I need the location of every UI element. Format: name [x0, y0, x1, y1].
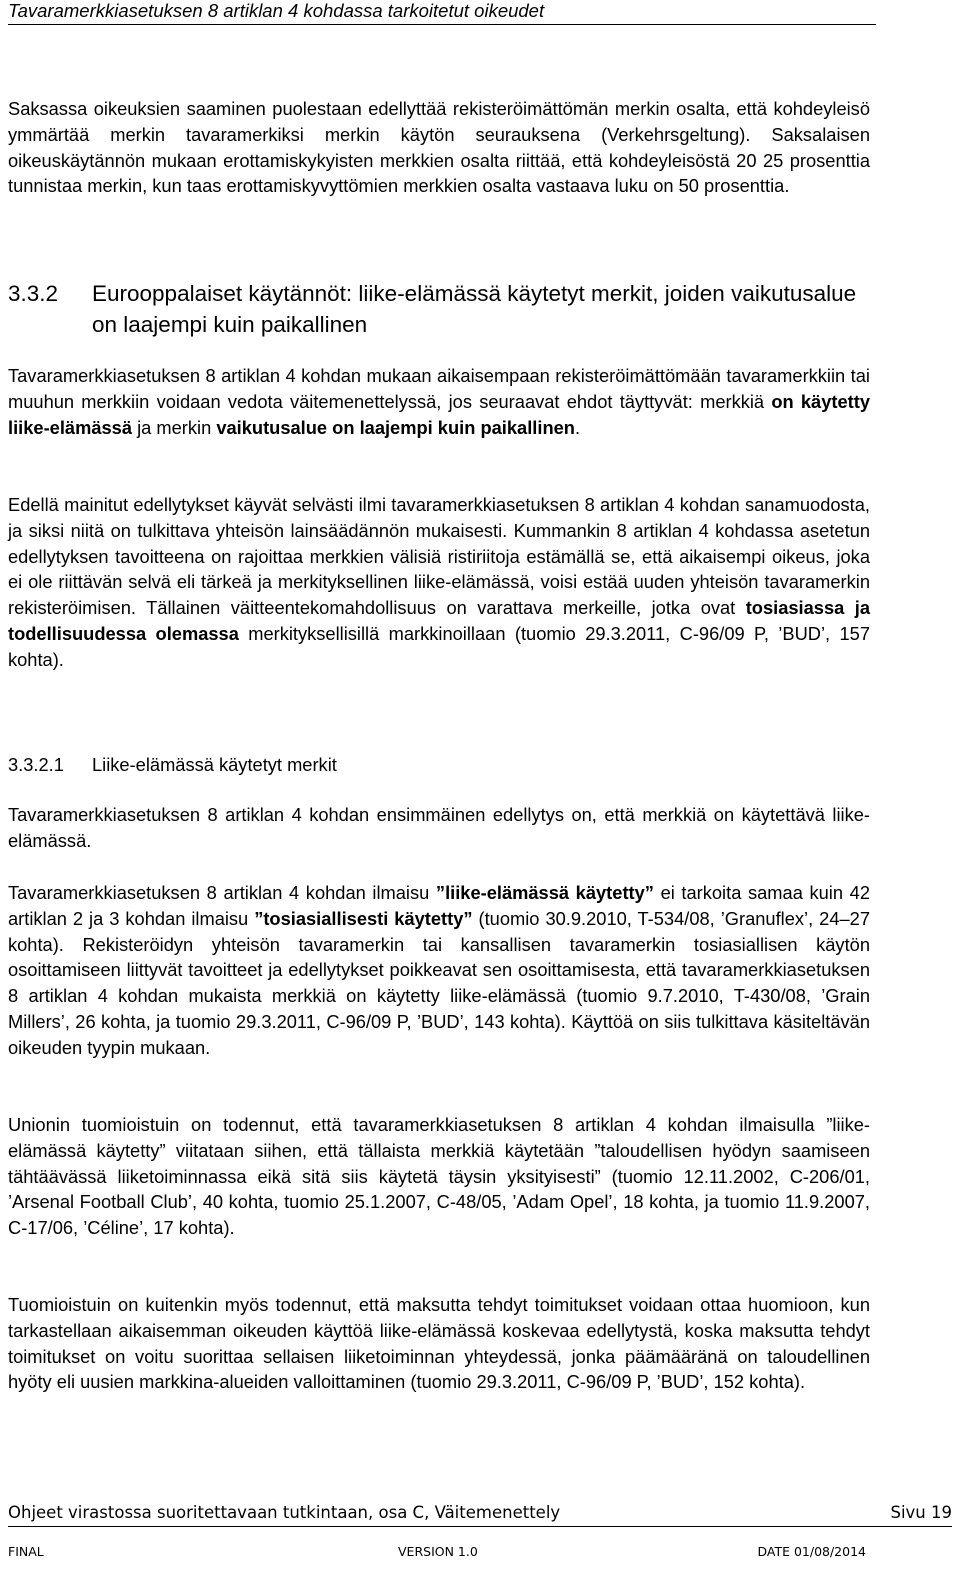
- paragraph-text: (tuomio 30.9.2010, T-534/08, ’Granuflex’, 24–27 kohta). Rekisteröidyn yhteisön tavaramerkin tai kansallisen tavaramerkin tosiasiallisen käytön osoittamiseen liittyvät tavoitteet ja edellytykset poikkeavat sen osoittamisesta, että tavaramerkkiasetuksen 8 artiklan 4 kohdan mukaista merkkiä on käytetty liike-elämässä (tuomio 9.7.2010, T-430/08, ’Grain Millers’, 26 kohta, ja tuomio 29.3.2011, C-96/09 P, ’BUD’, 143 kohta). Käyttöä on siis tulkittava käsiteltävän oikeuden tyypin mukaan.: [8, 907, 870, 1058]
- section-title: Liike-elämässä käytetyt merkit: [92, 754, 337, 775]
- running-header: [8, 0, 876, 25]
- footer-meta: [8, 1542, 952, 1562]
- paragraph-text: .: [574, 416, 581, 438]
- paragraph-text: Unionin tuomioistuin on todennut, että tavaramerkkiasetuksen 8 artiklan 4 kohdan ilmaisulla ”liike-elämässä käytetty” viitataan siihen, että tällaista merkkiä käytetään ”taloudellisen hyödyn saamiseen tähtäävässä liiketoiminnassa eikä sitä siis käytetä täysin yksityisesti” (tuomio 12.11.2002, C-206/01, ’Arsenal Football Club’, 40 kohta, tuomio 25.1.2007, C-48/05, ’Adam Opel’, 18 kohta, ja tuomio 11.9.2007, C-17/06, ’Céline’, 17 kohta).: [8, 1114, 870, 1239]
- footer-version: VERSION 1.0: [398, 1544, 478, 1559]
- paragraph-use-in-trade: [8, 880, 870, 1061]
- paragraph-text: Edellä mainitut edellytykset käyvät selvästi ilmi tavaramerkkiasetuksen 8 artiklan 4 kohdan sanamuodosta, ja siksi niitä on tulkittava yhteisön lainsäädännön mukaisesti. Kummankin 8 artiklan 4 kohdassa asetetun edellytyksen tavoitteena on rajoittaa merkkien välisiä ristiriitoja estämällä se, että aikaisempi oikeus, joka ei ole riittävän selvä eli tärkeä ja merkityksellinen liike-elämässä, voisi estää uuden yhteisön tavaramerkin rekisteröimisen. Tällainen väitteentekomahdollisuus on varattava merkeille, jotka ovat: [8, 494, 870, 619]
- bold-term: ”tosiasiallisesti käytetty”: [254, 907, 473, 929]
- paragraph-union-court: [8, 1112, 870, 1241]
- bold-term: on käytetty liike-elämässä: [8, 390, 870, 438]
- paragraph-text: Tavaramerkkiasetuksen 8 artiklan 4 kohdan ensimmäinen edellytys on, että merkkiä on käytettävä liike-elämässä.: [8, 804, 870, 851]
- paragraph-text: merkityksellisillä markkinoillaan (tuomio 29.3.2011, C-96/09 P, ’BUD’, 157 kohta).: [8, 622, 870, 670]
- paragraph-text: ei tarkoita samaa kuin 42 artiklan 2 ja 3 kohdan ilmaisu: [8, 882, 870, 929]
- footer-status: FINAL: [8, 1544, 44, 1559]
- paragraph-text: Tavaramerkkiasetuksen 8 artiklan 4 kohdan ilmaisu: [8, 882, 436, 903]
- paragraph-conditions: [8, 363, 870, 440]
- paragraph-text: Tuomioistuin on kuitenkin myös todennut, että maksutta tehdyt toimitukset voidaan ottaa huomioon, kun tarkastellaan aikaisemman oikeuden käyttöä liike-elämässä koskevaa edellytystä, koska maksutta tehdyt toimitukset on voitu suorittaa sellaisen liiketoiminnan yhteydessä, jonka päämääränä on taloudellinen hyöty eli uusien markkina-alueiden valloittaminen (tuomio 29.3.2011, C-96/09 P, ’BUD’, 152 kohta).: [8, 1294, 870, 1393]
- paragraph-text: ja merkin: [132, 416, 217, 438]
- page-footer: [8, 1500, 952, 1527]
- section-heading-3-3-2: [8, 278, 870, 340]
- section-title: Eurooppalaiset käytännöt: liike-elämässä käytetyt merkit, joiden vaikutusalue on laajempi kuin paikallinen: [92, 281, 857, 337]
- page-number: Sivu 19: [890, 1503, 952, 1522]
- section-heading-3-3-2-1: [8, 752, 870, 777]
- bold-term: ”liike-elämässä käytetty”: [435, 882, 654, 903]
- footer-date: DATE 01/08/2014: [757, 1544, 866, 1559]
- bold-term: vaikutusalue on laajempi kuin paikallinen: [216, 416, 575, 438]
- paragraph-germany: [8, 96, 870, 199]
- paragraph-text: Tavaramerkkiasetuksen 8 artiklan 4 kohdan mukaan aikaisempaan rekisteröimättömään tavaramerkkiin tai muuhun merkkiin voidaan vedota väitemenettelyssä, jos seuraavat ehdot täyttyvät: merkkiä: [8, 365, 870, 412]
- bold-term: tosiasiassa ja todellisuudessa olemassa: [8, 597, 870, 644]
- footer-document-title: Ohjeet virastossa suoritettavaan tutkintaan, osa C, Väitemenettely: [8, 1503, 561, 1522]
- paragraph-free-supplies: [8, 1292, 870, 1395]
- paragraph-interpretation: [8, 492, 870, 673]
- paragraph-first-condition: [8, 802, 870, 854]
- section-number: 3.3.2.1: [8, 754, 64, 775]
- running-header-title: Tavaramerkkiasetuksen 8 artiklan 4 kohdassa tarkoitetut oikeudet: [8, 0, 545, 21]
- paragraph-text: Saksassa oikeuksien saaminen puolestaan edellyttää rekisteröimättömän merkin osalta, että kohdeyleisö ymmärtää merkin tavaramerkiksi merkin käytön seurauksena (Verkehrsgeltung). Saksalaisen oikeuskäytännön mukaan erottamiskykyisten merkkien osalta riittää, että kohdeyleisöstä 20 25 prosenttia tunnistaa merkin, kun taas erottamiskyvyttömien merkkien osalta vastaava luku on 50 prosenttia.: [8, 98, 870, 197]
- section-number: 3.3.2: [8, 281, 59, 306]
